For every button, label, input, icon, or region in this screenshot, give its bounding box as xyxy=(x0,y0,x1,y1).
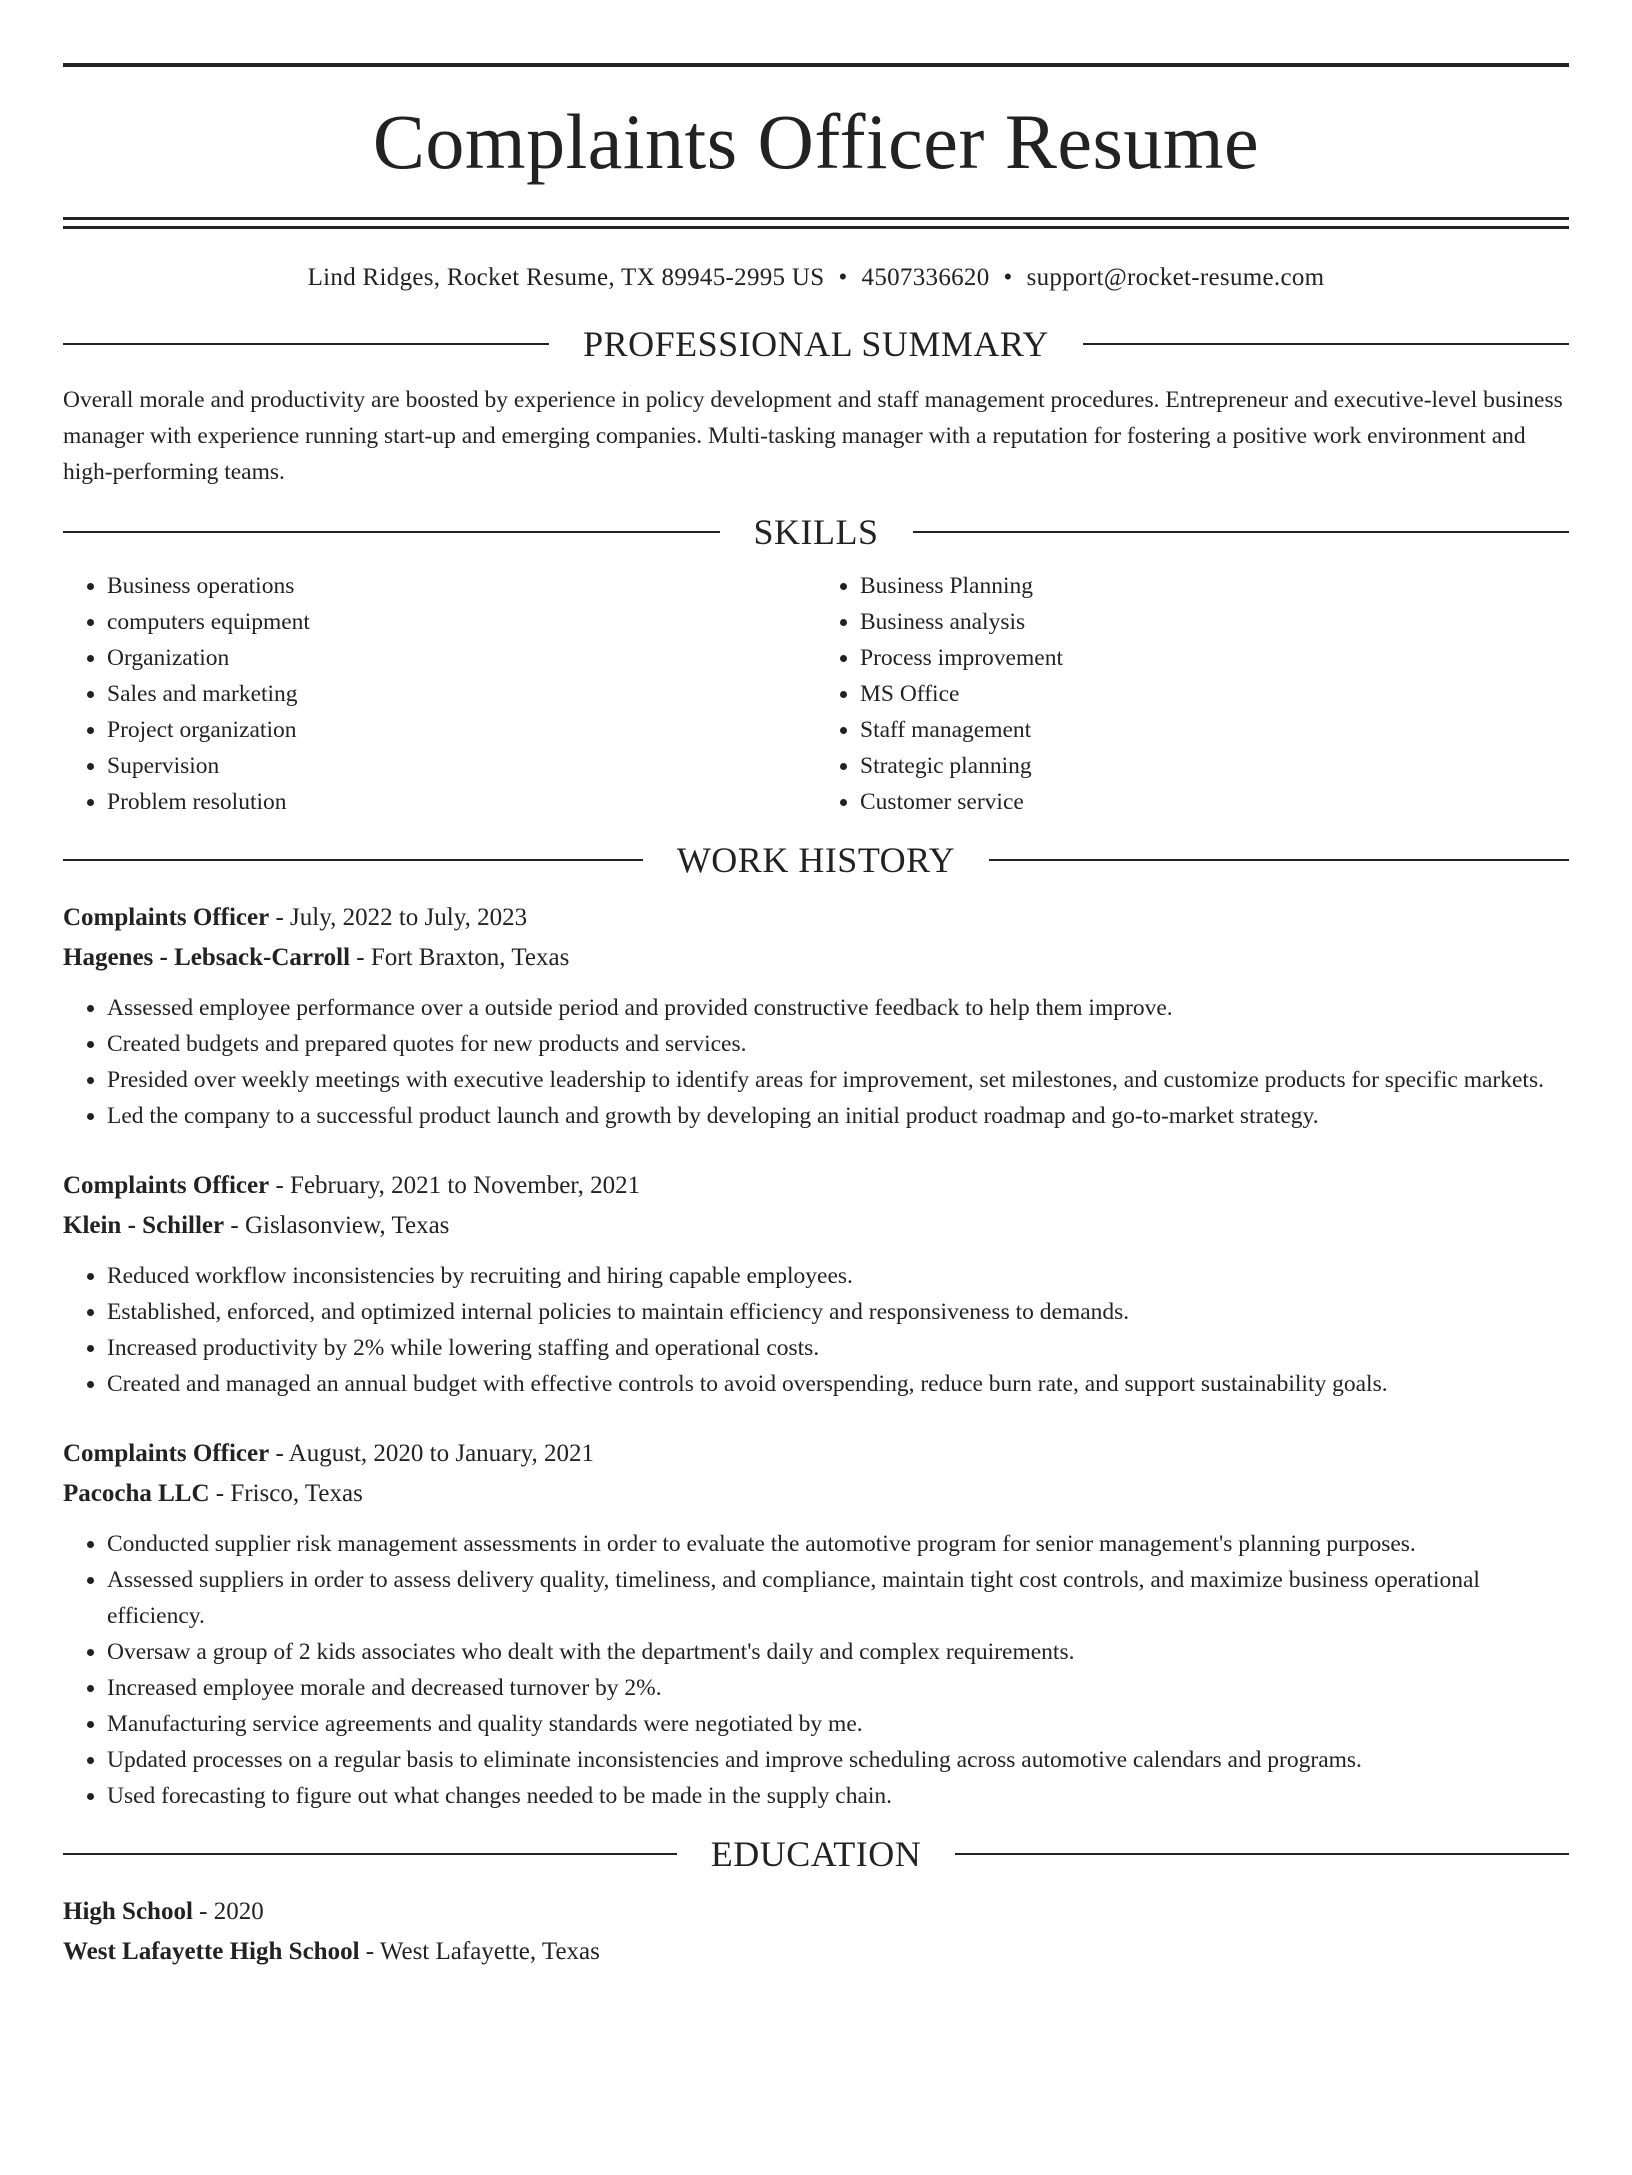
skill-item: • Staff management xyxy=(860,712,1569,748)
education-year: 2020 xyxy=(213,1897,264,1925)
skills-column-left xyxy=(63,568,816,820)
education-degree-line xyxy=(63,1892,1569,1932)
job-bullet: • Increased employee morale and decreased turnover by 2%. xyxy=(107,1670,1569,1706)
job-title: Complaints Officer xyxy=(63,1439,270,1467)
job-bullet: • Reduced workflow inconsistencies by recruiting and hiring capable employees. xyxy=(107,1258,1569,1294)
skill-item: • Strategic planning xyxy=(860,748,1569,784)
job-entry xyxy=(63,1166,1569,1402)
education-degree: High School xyxy=(63,1897,193,1925)
education-entry xyxy=(63,1892,1569,1972)
resume-title: Complaints Officer Resume xyxy=(372,98,1260,185)
job-title-line xyxy=(63,898,1569,938)
resume-page xyxy=(0,63,1632,2175)
work-history xyxy=(63,898,1569,1814)
job-title: Complaints Officer xyxy=(63,903,270,931)
job-bullet: • Presided over weekly meetings with executive leadership to identify areas for improvement, set milestones, and customize products for specific markets. xyxy=(107,1062,1569,1098)
job-title-line xyxy=(63,1434,1569,1474)
job-bullet: • Conducted supplier risk management assessments in order to evaluate the automotive program for senior management's planning purposes. xyxy=(107,1526,1569,1562)
job-bullet: • Assessed employee performance over a outside period and provided constructive feedback to help them improve. xyxy=(107,990,1569,1026)
job-bullet: • Established, enforced, and optimized internal policies to maintain efficiency and responsiveness to demands. xyxy=(107,1294,1569,1330)
skill-item: • Business analysis xyxy=(860,604,1569,640)
job-bullet: • Assessed suppliers in order to assess delivery quality, timeliness, and compliance, maintain tight cost controls, and maximize business operational efficiency. xyxy=(107,1562,1569,1634)
contact-address: Lind Ridges, Rocket Resume, TX 89945-2995 US xyxy=(307,264,825,291)
job-dash: - xyxy=(224,1211,245,1239)
job-bullet: • Used forecasting to figure out what changes needed to be made in the supply chain. xyxy=(107,1778,1569,1814)
title-double-divider xyxy=(63,217,1569,229)
job-company: Klein - Schiller xyxy=(63,1211,225,1239)
job-bullets xyxy=(63,1258,1569,1402)
job-title: Complaints Officer xyxy=(63,1171,270,1199)
skill-item: • MS Office xyxy=(860,676,1569,712)
education-location: West Lafayette, Texas xyxy=(379,1937,600,1965)
skill-item: • Sales and marketing xyxy=(107,676,816,712)
skills-heading-label: SKILLS xyxy=(753,511,879,552)
work-heading xyxy=(63,839,1569,880)
contact-email: support@rocket-resume.com xyxy=(1026,264,1325,291)
job-location: Fort Braxton, Texas xyxy=(370,943,570,971)
job-entry xyxy=(63,898,1569,1134)
education-dash: - xyxy=(359,1937,380,1965)
education-school: West Lafayette High School xyxy=(63,1937,360,1965)
skill-item: • Organization xyxy=(107,640,816,676)
job-dash: - xyxy=(269,1171,291,1199)
skill-item: • computers equipment xyxy=(107,604,816,640)
job-bullet: • Created budgets and prepared quotes for new products and services. xyxy=(107,1026,1569,1062)
job-company-line xyxy=(63,1474,1569,1514)
job-bullet: • Manufacturing service agreements and quality standards were negotiated by me. xyxy=(107,1706,1569,1742)
job-location: Gislasonview, Texas xyxy=(244,1211,450,1239)
summary-heading xyxy=(63,326,1569,362)
skill-item: • Problem resolution xyxy=(107,784,816,820)
job-dates: August, 2020 to January, 2021 xyxy=(288,1439,594,1467)
job-company-line xyxy=(63,938,1569,978)
job-dash: - xyxy=(209,1479,231,1507)
job-dash: - xyxy=(269,1439,289,1467)
skills-column-right xyxy=(816,568,1569,820)
summary-heading-label: PROFESSIONAL SUMMARY xyxy=(583,324,1049,364)
skill-item: • Business Planning xyxy=(860,568,1569,604)
job-bullet: • Created and managed an annual budget with effective controls to avoid overspending, reduce burn rate, and support sustainability goals. xyxy=(107,1366,1569,1402)
skill-item: • Customer service xyxy=(860,784,1569,820)
contact-separator: • xyxy=(838,264,848,291)
contact-separator: • xyxy=(1003,264,1013,291)
contact-line xyxy=(63,265,1569,290)
education-school-line xyxy=(63,1932,1569,1972)
job-title-line xyxy=(63,1166,1569,1206)
job-company: Pacocha LLC xyxy=(63,1479,210,1507)
job-bullets xyxy=(63,1526,1569,1814)
job-bullets xyxy=(63,990,1569,1134)
summary-text: Overall morale and productivity are boosted by experience in policy development and staff management procedures. Entrepreneur and executive-level business manager with experience running start-up and emerging companies. Multi-tasking manager with a reputation for fostering a positive work environment and high-performing teams. xyxy=(63,387,1563,485)
job-bullet: • Increased productivity by 2% while lowering staffing and operational costs. xyxy=(107,1330,1569,1366)
work-heading-label: WORK HISTORY xyxy=(676,839,956,880)
job-entry xyxy=(63,1434,1569,1814)
skill-item: • Supervision xyxy=(107,748,816,784)
job-bullet: • Led the company to a successful product launch and growth by developing an initial product roadmap and go-to-market strategy. xyxy=(107,1098,1569,1134)
job-dash: - xyxy=(269,903,291,931)
skill-item: • Business operations xyxy=(107,568,816,604)
job-bullet: • Oversaw a group of 2 kids associates who dealt with the department's daily and complex requirements. xyxy=(107,1634,1569,1670)
education-dash: - xyxy=(192,1897,214,1925)
job-company: Hagenes - Lebsack-Carroll xyxy=(63,943,351,971)
skills-heading xyxy=(63,511,1569,552)
top-divider xyxy=(63,63,1569,67)
skill-item: • Process improvement xyxy=(860,640,1569,676)
job-bullet: • Updated processes on a regular basis to eliminate inconsistencies and improve scheduling across automotive calendars and programs. xyxy=(107,1742,1569,1778)
job-dates: July, 2022 to July, 2023 xyxy=(290,903,528,931)
education-heading-label: EDUCATION xyxy=(710,1833,922,1874)
job-dash: - xyxy=(350,943,371,971)
skill-item: • Project organization xyxy=(107,712,816,748)
job-company-line xyxy=(63,1206,1569,1246)
job-location: Frisco, Texas xyxy=(230,1479,363,1507)
job-dates: February, 2021 to November, 2021 xyxy=(290,1171,641,1199)
education-heading xyxy=(63,1833,1569,1874)
skills-list xyxy=(63,568,1569,820)
contact-phone: 4507336620 xyxy=(861,264,990,291)
